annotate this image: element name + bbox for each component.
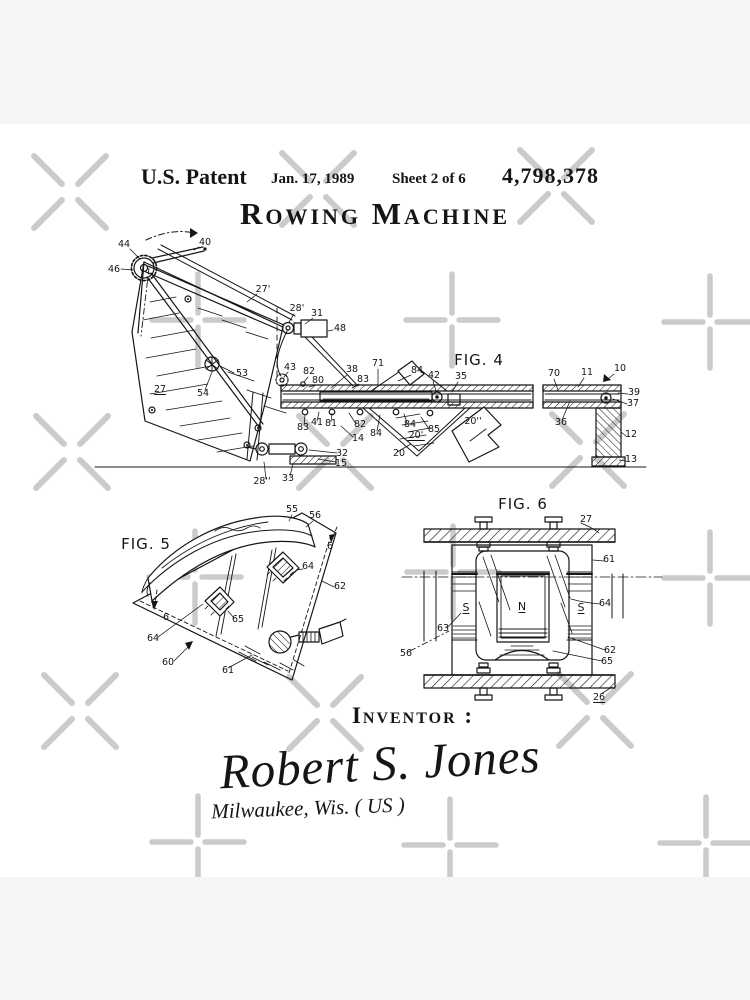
figure-title: FIG. 5	[121, 535, 171, 553]
ref-label: 40	[198, 237, 212, 248]
ref-label: 65	[231, 614, 245, 625]
ref-label: S	[577, 601, 585, 614]
ref-label: 64	[301, 561, 315, 572]
ref-label: 41	[310, 417, 324, 428]
ref-label: 56	[308, 510, 322, 521]
ref-label: 27	[153, 384, 167, 395]
ref-label: 6	[162, 612, 170, 623]
ref-label: 80	[311, 375, 325, 386]
ref-label: 84	[403, 419, 417, 430]
patent-date: Jan. 17, 1989	[271, 171, 355, 187]
ref-label: N	[517, 600, 527, 613]
ref-label: 28''	[253, 476, 271, 487]
ref-label: 13	[624, 454, 638, 465]
ref-label: 27'	[255, 284, 271, 295]
ref-label: 82	[353, 419, 367, 430]
ref-label: 46	[107, 264, 121, 275]
ref-label: 11	[580, 367, 594, 378]
watermark-plus-icon	[664, 276, 750, 368]
ref-label: 56	[399, 648, 413, 659]
inventor-heading: Inventor :	[351, 703, 475, 728]
watermark-x-icon	[44, 675, 116, 747]
ref-label: 62	[333, 581, 347, 592]
ref-label: 20	[392, 448, 406, 459]
ref-label: 42	[427, 370, 441, 381]
watermark-x-icon	[36, 416, 108, 488]
ref-label: 55	[285, 504, 299, 515]
ref-label: 64	[598, 598, 612, 609]
ref-label: 36	[554, 417, 568, 428]
ref-label: 39	[627, 387, 641, 398]
ref-label: 84	[410, 365, 424, 376]
ref-label: 64	[146, 633, 160, 644]
watermark-plus-icon	[660, 797, 750, 889]
fig6-labels	[400, 495, 616, 703]
ref-label: 48	[333, 323, 347, 334]
patent-number: 4,798,378	[502, 163, 599, 188]
ref-label: 71	[371, 358, 385, 369]
ref-label: 15	[334, 458, 348, 469]
ref-label: 60	[161, 657, 175, 668]
figure-title: FIG. 6	[498, 495, 548, 513]
ref-label: 20'	[408, 430, 424, 441]
watermark-plus-icon	[664, 532, 750, 624]
ref-label: 26	[592, 692, 606, 703]
patent-office-label: U.S. Patent	[141, 164, 247, 189]
figure-title: FIG. 4	[454, 351, 504, 369]
inventor-location: Milwaukee, Wis. ( US )	[210, 792, 406, 824]
ref-label: 38	[345, 364, 359, 375]
page-title: Rowing Machine	[239, 196, 511, 231]
ref-label: 83	[356, 374, 370, 385]
ref-label: 35	[454, 371, 468, 382]
ref-label: 33	[281, 473, 295, 484]
ref-label: S	[462, 601, 470, 614]
ref-label: 63	[436, 623, 450, 634]
ref-label: 85	[427, 424, 441, 435]
ref-label: 44	[117, 239, 131, 250]
ref-label: 81	[324, 418, 338, 429]
ref-label: 14	[351, 433, 365, 444]
ref-label: 83	[296, 422, 310, 433]
ref-label: 20''	[464, 416, 482, 427]
sheet-number: Sheet 2 of 6	[392, 171, 466, 187]
ref-label: 65	[600, 656, 614, 667]
ref-label: 70	[547, 368, 561, 379]
ref-label: 82	[302, 366, 316, 377]
fig4-labels	[108, 237, 640, 487]
ref-label: 43	[283, 362, 297, 373]
ref-label: 6	[326, 541, 334, 552]
ref-label: 61	[602, 554, 616, 565]
ref-label: 37	[626, 398, 640, 409]
ref-label: 31	[310, 308, 324, 319]
ref-label: 62	[603, 645, 617, 656]
ref-label: 27	[579, 514, 593, 525]
inventor-signature: Robert S. Jones	[218, 727, 542, 800]
ref-label: 54	[196, 388, 210, 399]
ref-label: 84	[369, 428, 383, 439]
ref-label: 61	[221, 665, 235, 676]
ref-label: 12	[624, 429, 638, 440]
figure-4-drawing	[95, 228, 646, 479]
ref-label: 10	[613, 363, 627, 374]
reference-numerals-layer	[108, 237, 640, 703]
ref-label: 53	[235, 368, 249, 379]
figure-6-drawing	[399, 517, 662, 700]
ref-label: 28'	[289, 303, 305, 314]
ref-label: 32	[335, 448, 349, 459]
